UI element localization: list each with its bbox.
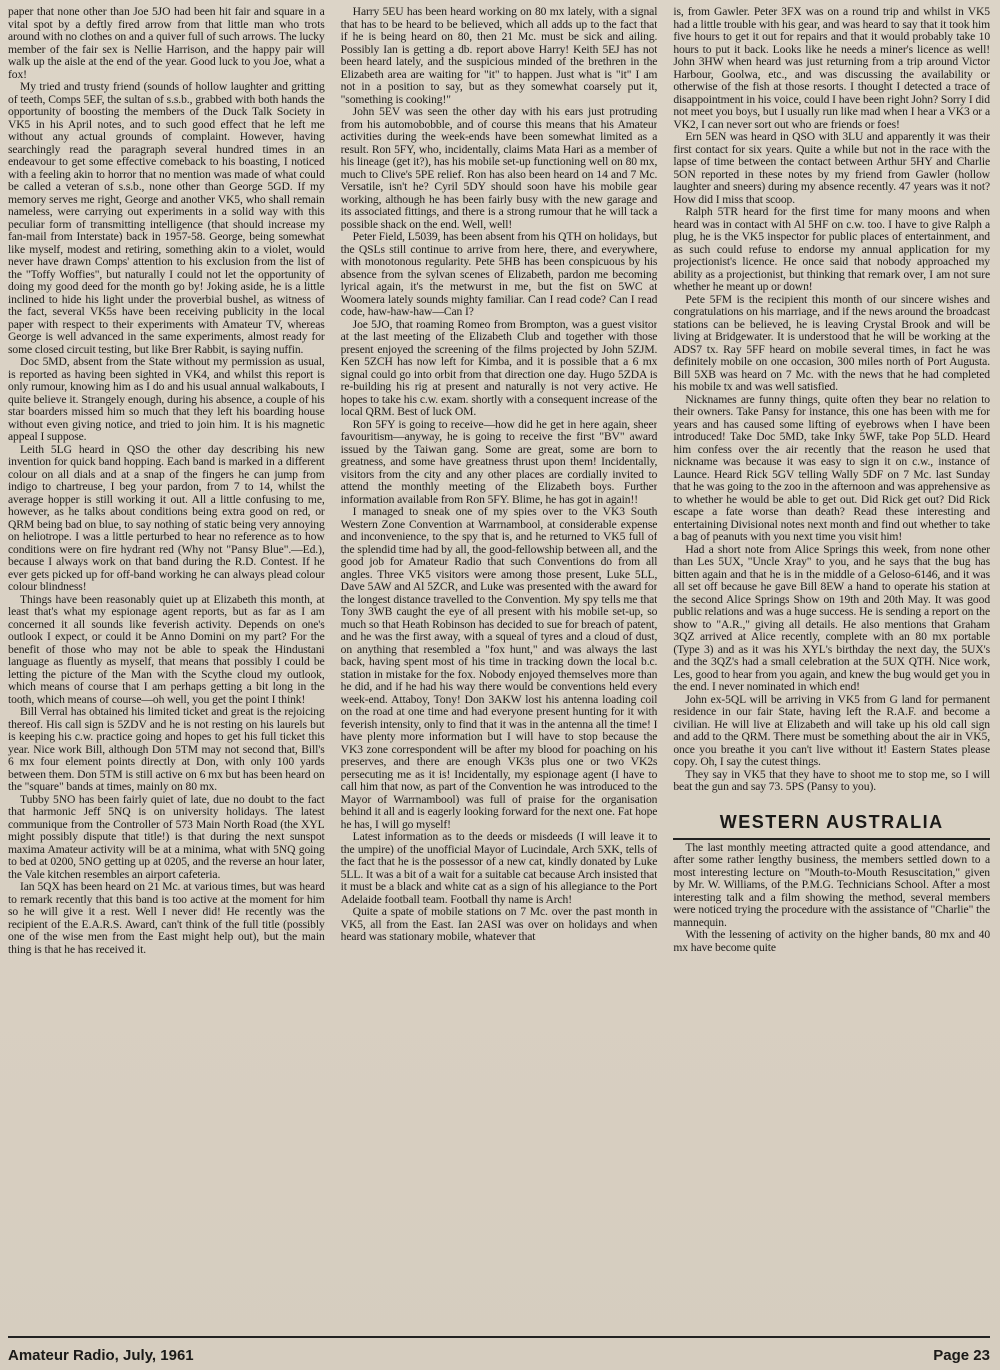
paragraph: Ron 5FY is going to receive—how did he get in here again, sheer favouritism—anyway, he is going to receive the first "BV" award issued by the Taiwan gang. Some are great, some are born to greatness, and some have greatness thrust upon them! Incidentally, visitors from the city and any other places are cordially invited to attend the monthly meeting of the Elizabeth boys. Further information available from Ron 5FY. Blime, he has got in again!! xyxy=(340,417,658,506)
paragraph: Ern 5EN was heard in QSO with 3LU and apparently it was their first contact for six years. Quite a while but not in the race with the lapse of time between the contact between Arthur 5HY and Charlie 5ON reported in these notes by my friend from Gawler (hollow laughter and sneers) during my absence recently. 47 years was it not? How did I miss that scoop. xyxy=(673,130,991,206)
paragraph: Tubby 5NO has been fairly quiet of late, due no doubt to the fact that harmonic Jeff 5NQ is on university holidays. The latest communique from the Controller of 573 Main North Road (the XYL might possibly dispute that title!) is that during the next sunspot maxima Amateur activity will be at a minima, what with 5NQ going to bed at 0200, 5NO getting up at 0205, and the reverse an hour later, the Vale kitchen resembles an airport cafeteria. xyxy=(8,792,325,881)
paragraph: Latest information as to the deeds or misdeeds (I will leave it to the umpire) of the unofficial Mayor of Lucindale, Arch 5XK, tells of the fact that he is the possessor of a new cat, kindly donated by Luke 5LL. It was a bit of a wait for a suitable cat because Arch insisted that it must be a black and white cat as a sign of his allegiance to the Port Adelaide football team. Football thy name is Arch! xyxy=(340,830,658,906)
paragraph: Things have been reasonably quiet up at Elizabeth this month, at least that's what my espionage agent reports, but as far as I am concerned it all sounds like feverish activity. Depends on one's outlook I expect, or could it be Anno Domini on my part? For the benefit of those who may not be able to speak the Hindustani language as fluently as myself, that means that possibly I could be letting the picture of the Man with the Scythe cloud my outlook, which means of course that I am perhaps getting a bit long in the tooth, which means of course—oh well, you get the point I think! xyxy=(8,592,325,706)
publication-issue: Amateur Radio, July, 1961 xyxy=(8,1347,194,1364)
paragraph: Pete 5FM is the recipient this month of our sincere wishes and congratulations on his marriage, and if the news around the broadcast stations can be believed, he is leaving Crystal Brook and will be living at Bridgewater. It is understood that he will be working at the ADS7 tx. Ray 5FF heard on mobile several times, in fact he was definitely mobile on one occasion, 300 miles north of Port Augusta. Bill 5XB was heard on 7 Mc. with the news that he had completed his mobile tx and was well satisfied. xyxy=(673,292,991,393)
paragraph: Leith 5LG heard in QSO the other day describing his new invention for quick band hopping. Each band is marked in a different colour on all dials and at a snap of the fingers he can jump from indigo to chartreuse, I beg your pardon, from 7 to 14, whilst the average hopper is still working it out. All a little confusing to me, however, as he talks about conditions being extra good on red, or QRM being bad on blue, to say nothing of static being very annoying on heliotrope. I was a little perturbed to hear no reference as to how conditions were on fire hydrant red (Why not "Pansy Blue".—Ed.), because I always work on that band during the R.D. Contest. If he ever gets picked up for off-band working he can always plead colour colour blindness! xyxy=(8,442,325,593)
paragraph: Quite a spate of mobile stations on 7 Mc. over the past month in VK5, all from the East. Ian 2ASI was over on holidays and when heard was stationary mobile, whatever that xyxy=(340,905,658,943)
paragraph: Harry 5EU has been heard working on 80 mx lately, with a signal that has to be heard to be believed, which all adds up to the fact that if he is being heard on 80, then 21 Mc. must be sick and ailing. Possibly Ian is getting a db. report above Harry! Keith 5EJ has not been heard lately, and the suspicious minded of the brethren in the Elizabeth area are waiting for "it" to happen. Just what is "it" I am not in a position to say, but as they somewhat coarsely put it, "something is cooking!" xyxy=(340,6,658,106)
paragraph: With the lessening of activity on the higher bands, 80 mx and 40 mx have become quite xyxy=(673,928,991,954)
paragraph: paper that none other than Joe 5JO had been hit fair and square in a vital spot by a deftly fired arrow from that little man who trots around with no clothes on and a quiver full of such arrows. The lucky member of the fair sex is Nellie Harrison, and the happy pair will walk up the aisle at the end of the year. Good luck to you Joe, what a fox! xyxy=(8,6,325,81)
paragraph: Ian 5QX has been heard on 21 Mc. at various times, but was heard to remark recently that this band is too active at the moment for him so he will give it a rest. Well I never did! He recently was the recipient of the E.A.R.S. Award, can't think of the full title (possibly one of the wise men from the East might help out), but the main thing is that he has received it. xyxy=(8,880,325,956)
paragraph: Had a short note from Alice Springs this week, from none other than Les 5UX, "Uncle Xray" to you, and he says that the bug has bitten again and that he is in the middle of a Geloso-6146, and it was all set off because he gave Bill 8EW a hand to operate his station at the second Alice Springs Show on 19th and 20th May. It was good public relations and was a huge success. He is sending a report on the show to "A.R.," giving all details. He also mentions that Graham 3QZ arrived at Alice recently, complete with an 80 mx portable (Type 3) and as it was his XYL's birthday the next day, the 5UX's and the 3QZ's had a small celebration at the 5UX QTH. Nice work, Les, good to hear from you again, and knew the bug would get you in the end. I never nominated in which end! xyxy=(673,542,991,693)
paragraph: John 5EV was seen the other day with his ears just protruding from his automobobble, and of course this means that his Amateur activities during the week-ends have been somewhat limited as a result. Ron 5FY, who, incidentally, claims Mata Hari as a member of his lineage (get it?), has his mobile set-up functioning well on 80 mx, much to Clive's 5PE relief. Ron has also been heard on 14 and 7 Mc. Versatile, isn't he? Cyril 5DY should soon have his mobile gear working, although he has been fairly busy with the new garage and its associated fittings, and there is a strong rumour that he will tack a possible shack on the end. Well, well! xyxy=(340,105,658,231)
paragraph: John ex-5QL will be arriving in VK5 from G land for permanent residence in our fair State, having left the R.A.F. and become a civilian. He will live at Elizabeth and will take up his old call sign and add to the QRM. There must be something about the air in VK5, once you breathe it you can't live without it! Eastern States please copy. Oh, I say the cutest things. xyxy=(673,692,991,768)
paragraph: is, from Gawler. Peter 3FX was on a round trip and whilst in VK5 had a little trouble with his gear, and was heard to say that it took him five hours to get it out for repairs and that it would probably take 10 hours to put it back. Looks like he needs a miner's licence as well! John 3HW when heard was just returning from a trip around Victor Harbour, Goolwa, etc., and was discussing the availability or otherwise of the fish at those resorts. I thought I detected a trace of disappointment in his voice, could I have been right John? Sorry I did not meet you boys, but I usually run like mad when I hear a VK3 or a VK2, I can never sort out who are friends or foes! xyxy=(673,6,991,131)
paragraph: My tried and trusty friend (sounds of hollow laughter and gritting of teeth, Comps 5EF, the sultan of s.s.b., grabbed with both hands the opportunity of boosting the members of the Duck Talk Society in VK5 in his April notes, and to such good effect that he left me without any actual grounds of complaint. However, having searchingly read the paragraph several hundred times in an endeavour to get some effective comeback to his boasting, I noticed with a feeling akin to horror that no mention was made of what could be called a veteran of s.s.b., none other than George 5GD. If my memory serves me right, George and another VK5, who shall remain nameless, were carrying out experiments in a solid way with this peculiar form of transmitting intelligence (that should increase my fan-mail from Interstate) back in 1957-58. George, being somewhat like myself, modest and retiring, something akin to a violet, would never have drawn Comps' attention to his exclusion from the list of the "Toffy Woffies", but naturally I could not let the opportunity of doing my good deed for the month go by! Joking aside, he is a little inclined to hide his light under the proverbial bushel, as witness of the fact, several VK5s have been receiving publicity in the local paper with respect to their experiments with Amateur TV, whereas George is well advanced in the same experiments, almost ready for some closed circuit testing, but like Brer Rabbit, is saying nuffin. xyxy=(8,80,325,356)
section-heading: WESTERN AUSTRALIA xyxy=(719,811,944,832)
paragraph: Ralph 5TR heard for the first time for many moons and when heard was in contact with Al 5HF on c.w. too. I have to give Ralph a plug, he is the VK5 inspector for public places of entertainment, and as such could refuse to endorse my annual application for my projectionist's licence. He once said that nobody approached my ability as a projectionist, but thinking that remark over, I am not sure whether he meant up or down! xyxy=(673,205,991,293)
paragraph: The last monthly meeting attracted quite a good attendance, and after some rather lengthy business, the members settled down to a most interesting lecture on "Mouth-to-Mouth Resuscitation," given by Mr. W. Williams, of the P.M.G. Technicians School. After a most interesting talk and a film showing the method, several members were noticed trying the procedure with the assistance of "Charlie" the mannequin. xyxy=(673,840,991,929)
column-1 xyxy=(8,6,325,1328)
paragraph: Peter Field, L5039, has been absent from his QTH on holidays, but the QSLs still continue to arrive from here, there, and everywhere, with monotonous regularity. Pete 5HB has been conspicuous by his absence from the sylvan scenes of Elizabeth, pardon me becoming lyrical again, it's the metwurst in me, but the fist on 5WC at Woomera lately sounds mighty familiar. Can I read code? Can I read code, haw-haw-haw—Can I? xyxy=(340,230,658,318)
heading-rule xyxy=(673,838,990,840)
paragraph: Doc 5MD, absent from the State without my permission as usual, is reported as having been sighted in VK4, and whilst this report is only rumour, knowing him as I do and his usual annual walkabouts, I quite believe it. Strangely enough, during his absence, a couple of his star boarders missed him so much that they left his boarding house without even giving notice, and tried to join him. It is his magnetic appeal I suppose. xyxy=(8,355,325,443)
page-footer xyxy=(8,1336,990,1364)
paragraph: Joe 5JO, that roaming Romeo from Brompton, was a guest visitor at the last meeting of the Elizabeth Club and together with those present enjoyed the screening of the films projected by John 5ZJM. Ken 5ZCH has now left for Kimba, and it is possible that a 6 mx signal could go into orbit from that direction one day. Hugo 5ZDA is re-building his rig at present and naturally is not very active. He hopes to take his c.w. exam. shortly with a consequent increase of the local QRM. Best of luck OM. xyxy=(340,317,658,418)
paragraph: Bill Verral has obtained his limited ticket and great is the rejoicing thereof. His call sign is 5ZDV and he is not resting on his laurels but is keeping his c.w. practice going and hopes to get his full ticket this year. Nice work Bill, although Don 5TM may not second that, Bill's 6 mx four element points directly at Don, with only 100 yards between them. Don 5TM is still active on 6 mx but has been heard on the "square" bands at times, mainly on 80 mx. xyxy=(8,705,325,793)
page-number: Page 23 xyxy=(933,1347,990,1364)
article-columns xyxy=(8,6,990,1328)
column-2 xyxy=(341,6,658,1328)
paragraph: They say in VK5 that they have to shoot me to stop me, so I will beat the gun and say 73. 5PS (Pansy to you). xyxy=(673,767,991,793)
paragraph: Nicknames are funny things, quite often they bear no relation to their owners. Take Pansy for instance, this one has been with me for years and has caused some lifting of eyebrows when I have been introduced! Take Doc 5MD, take Inky 5WF, take Pop 5LD. Heard him confess over the air recently that the reason he used that nickname was because it was easy to sign it on c.w., instance of Launce. Heard Rick 5GV telling Wally 5DF on 7 Mc. last Sunday that he was going to the zoo in the afternoon and was apprehensive as to whether he would be able to get out. Did Rick get out? Did Rick escape a fate worse than death? Read these interesting and entertaining Divisional notes next month and find out whether to take a bag of peanuts with you next time you visit him! xyxy=(673,392,991,543)
paragraph: I managed to sneak one of my spies over to the VK3 South Western Zone Convention at Warrnambool, at considerable expense and inconvenience, to the spy that is, and he returned to VK5 full of the splendid time had by all, the good-fellowship between all, and the good job for Amateur Radio that such Conventions do from all angles. Three VK5 visitors were among those present, Luke 5LL, Dave 5AW and Al 5ZCR, and Luke was presented with the award for the longest distance travelled to the Convention. My spy tells me that Tony 3WB caught the eye of all present with his mobile set-up, so much so that Heath Robinson has decided to sue for breach of patent, and he was the first away, with a squeal of tyres and a cloud of dust, on anything that resembled a "fox hunt," and was always the last back, having spent most of his time in tracking down the local b.c. station in mistake for the fox. Nobody enjoyed themselves more than he did, and if he had his way there would be conventions held every week-end. Attaboy, Tony! Don 3AKW lost his antenna loading coil on the road at one time and had everyone present hunting for it with feverish intensity, only to find that it was in the antenna all the time! I have plenty more information but I will have to stop because the VK3 zone correspondent will be after my blood for poaching on his preserves, and there are enough VK3s plus one or two VK2s persecuting me as it is! Incidentally, my espionage agent (I have to call him that now, as part of the Convention he was introduced to the Mayor of Warrnambool) was full of praise for the organisation behind it all and is eagerly looking forward for the next one. Fat hope he has, I will go myself! xyxy=(340,505,658,831)
column-3 xyxy=(673,6,990,1328)
